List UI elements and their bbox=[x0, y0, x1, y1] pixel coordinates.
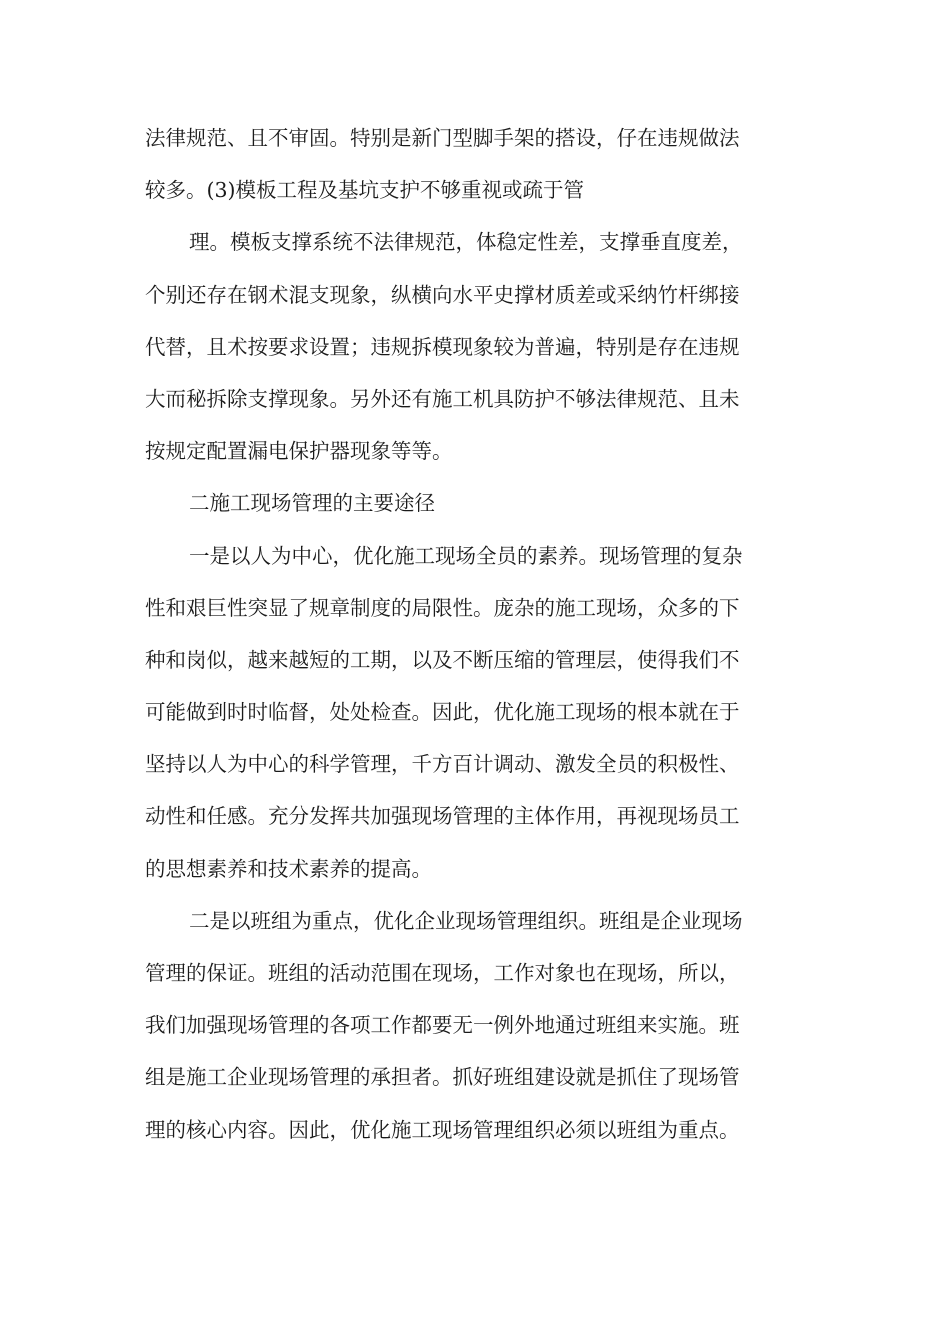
text-line: 个别还存在钢术混支现象，纵横向水平史撑材质差或采纳竹杆绑接 bbox=[145, 282, 740, 307]
text-line: 可能做到时时临督，处处检查。因此，优化施工现场的根本就在于 bbox=[145, 700, 740, 725]
text-line: 理。模板支撑系统不法律规范，体稳定性差，支撑垂直度差， bbox=[189, 230, 743, 255]
text-line: 一是以人为中心，优化施工现场全员的素养。现场管理的复杂 bbox=[189, 543, 743, 568]
text-line: 二是以班组为重点，优化企业现场管理组织。班组是企业现场 bbox=[189, 908, 743, 933]
text-line: 法律规范、且不审固。特别是新门型脚手架的搭设，仔在违规做法 bbox=[145, 126, 740, 150]
text-line: 代替，且术按要求设置；违规拆模现象较为普遍，特别是存在违规 bbox=[145, 334, 740, 359]
text-line: 理的核心内容。因此，优化施工现场管理组织必须以班组为重点。 bbox=[145, 1117, 740, 1142]
text-line: 种和岗似，越来越短的工期，以及不断压缩的管理层，使得我们不 bbox=[145, 647, 740, 672]
text-line: 性和艰巨性突显了规章制度的局限性。庞杂的施工现场，众多的下 bbox=[145, 595, 740, 620]
text-line: 坚持以人为中心的科学管理，千方百计调动、激发全员的积极性、 bbox=[145, 752, 740, 777]
section-heading: 二施工现场管理的主要途径 bbox=[189, 491, 435, 516]
document-body bbox=[145, 112, 795, 1156]
text-line: 的思想素养和技术素养的提高。 bbox=[145, 856, 432, 881]
text-line: 动性和任感。充分发挥共加强现场管理的主体作用，再视现场员工 bbox=[145, 804, 740, 829]
text-line: 管理的保证。班组的活动范围在现场，工作对象也在现场，所以， bbox=[145, 961, 740, 985]
text-line: 组是施工企业现场管理的承担者。抓好班组建设就是抓住了现场管 bbox=[145, 1065, 740, 1090]
text-line: 大而秘拆除支撑现象。另外还有施工机具防护不够法律规范、且未 bbox=[145, 386, 740, 411]
text-line: 较多。(3)模板工程及基坑支护不够重视或疏于管 bbox=[145, 178, 585, 203]
text-line: 我们加强现场管理的各项工作都要无一例外地通过班组来实施。班 bbox=[145, 1013, 740, 1038]
text-line: 按规定配置漏电保护器现象等等。 bbox=[145, 439, 453, 464]
